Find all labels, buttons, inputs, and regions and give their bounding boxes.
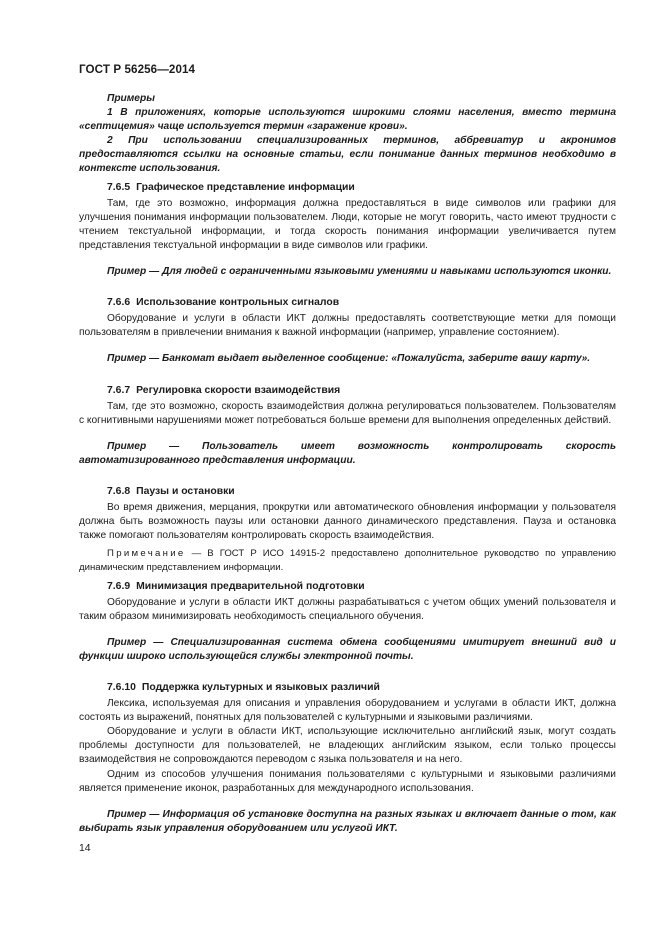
section-heading xyxy=(79,681,616,695)
example-text: Пример — Информация об установке доступна на разных языках и включает данные о том, как выбирать язык управления оборудованием или услугой ИКТ. xyxy=(79,808,616,834)
section-title: Использование контрольных сигналов xyxy=(136,297,340,309)
paragraph: Там, где это возможно, информация должна предоставляться в виде символов или графики для улучшения понимания информации пользователем. Люди, которые не могут говорить, часто имеют трудности с чтением текстуальной информации, и тогда скорость понимания информации увеличивается путем представления текстуальной информации в виде символов или графики. xyxy=(79,197,616,251)
section-number: 7.6.10 xyxy=(107,682,136,693)
examples-title: Примеры xyxy=(107,93,155,104)
document-header: ГОСТ Р 56256—2014 xyxy=(79,63,196,76)
section-title: Поддержка культурных и языковых различий xyxy=(141,682,380,693)
section-heading xyxy=(79,580,616,594)
paragraph: Там, где это возможно, скорость взаимодействия должна регулироваться пользователем. Пользователям с когнитивными нарушениями может потребоваться больше времени для выполнения определенных действий. xyxy=(79,400,616,426)
note-text: — В ГОСТ Р ИСО 14915-2 предоставлено дополнительное руководство по управлению динамическим представлением информации. xyxy=(79,548,616,574)
section-heading xyxy=(79,384,616,398)
section-heading xyxy=(79,296,616,310)
section-number: 7.6.6 xyxy=(107,297,131,309)
example-text: Пример — Для людей с ограниченными языковыми умениями и навыками используются иконки. xyxy=(107,266,612,278)
example-item: 2 При использовании специализированных терминов, аббревиатур и акронимов предоставляются ссылки на основные статьи, если понимание данных терминов необходимо в контексте использования. xyxy=(79,135,616,175)
paragraph: Оборудование и услуги в области ИКТ должны предоставлять соответствующие метки для помощи пользователям в привлечении внимания к важной информации (например, управление состоянием). xyxy=(79,313,616,339)
section-number: 7.6.7 xyxy=(107,384,131,396)
page-number: 14 xyxy=(79,843,91,854)
section-title: Графическое представление информации xyxy=(136,181,355,193)
section-heading xyxy=(79,181,616,195)
note-label: Примечание xyxy=(107,548,186,560)
example-item: 1 В приложениях, которые используются широкими слоями населения, вместо термина «септицемия» чаще используется термин «заражение крови». xyxy=(79,107,616,133)
section-title: Регулировка скорости взаимодействия xyxy=(136,384,341,396)
example-text: Пример — Пользователь имеет возможность контролировать скорость автоматизированного представления информации. xyxy=(79,440,616,466)
example-text: Пример — Банкомат выдает выделенное сообщение: «Пожалуйста, заберите вашу карту». xyxy=(107,353,591,365)
section-title: Минимизация предварительной подготовки xyxy=(136,580,365,592)
paragraph: Оборудование и услуги в области ИКТ, использующие исключительно английский язык, могут создать проблемы доступности для пользователей, не владеющих английским языком, если только процессы взаимодействия не сопровождаются переводом с языка пользователя и на него. xyxy=(79,726,616,766)
section-number: 7.6.9 xyxy=(107,580,131,592)
section-heading xyxy=(79,485,616,499)
section-number: 7.6.5 xyxy=(107,181,131,193)
paragraph: Оборудование и услуги в области ИКТ должны разрабатываться с учетом общих умений пользователя и таким образом минимизировать необходимость специального обучения. xyxy=(79,596,616,622)
paragraph: Лексика, используемая для описания и управления оборудованием и услугами в области ИКТ, должна состоять из выражений, понятных для пользователей с культурными и языковыми различиями. xyxy=(79,698,616,724)
paragraph: Одним из способов улучшения понимания пользователями с культурными и языковыми различиями является применение иконок, разработанных для международного использования. xyxy=(79,768,616,794)
section-number: 7.6.8 xyxy=(107,485,131,497)
example-text: Пример — Специализированная система обмена сообщениями имитирует внешний вид и функции широко использующейся службы электронной почты. xyxy=(79,636,616,662)
note xyxy=(79,547,616,575)
paragraph: Во время движения, мерцания, прокрутки или автоматического обновления информации у пользователя должна быть возможность паузы или остановки данного динамического представления. Пауза и остановка также помогают пользователям контролировать скорость взаимодействия. xyxy=(79,502,616,542)
section-title: Паузы и остановки xyxy=(136,485,235,497)
page-content xyxy=(79,92,616,836)
